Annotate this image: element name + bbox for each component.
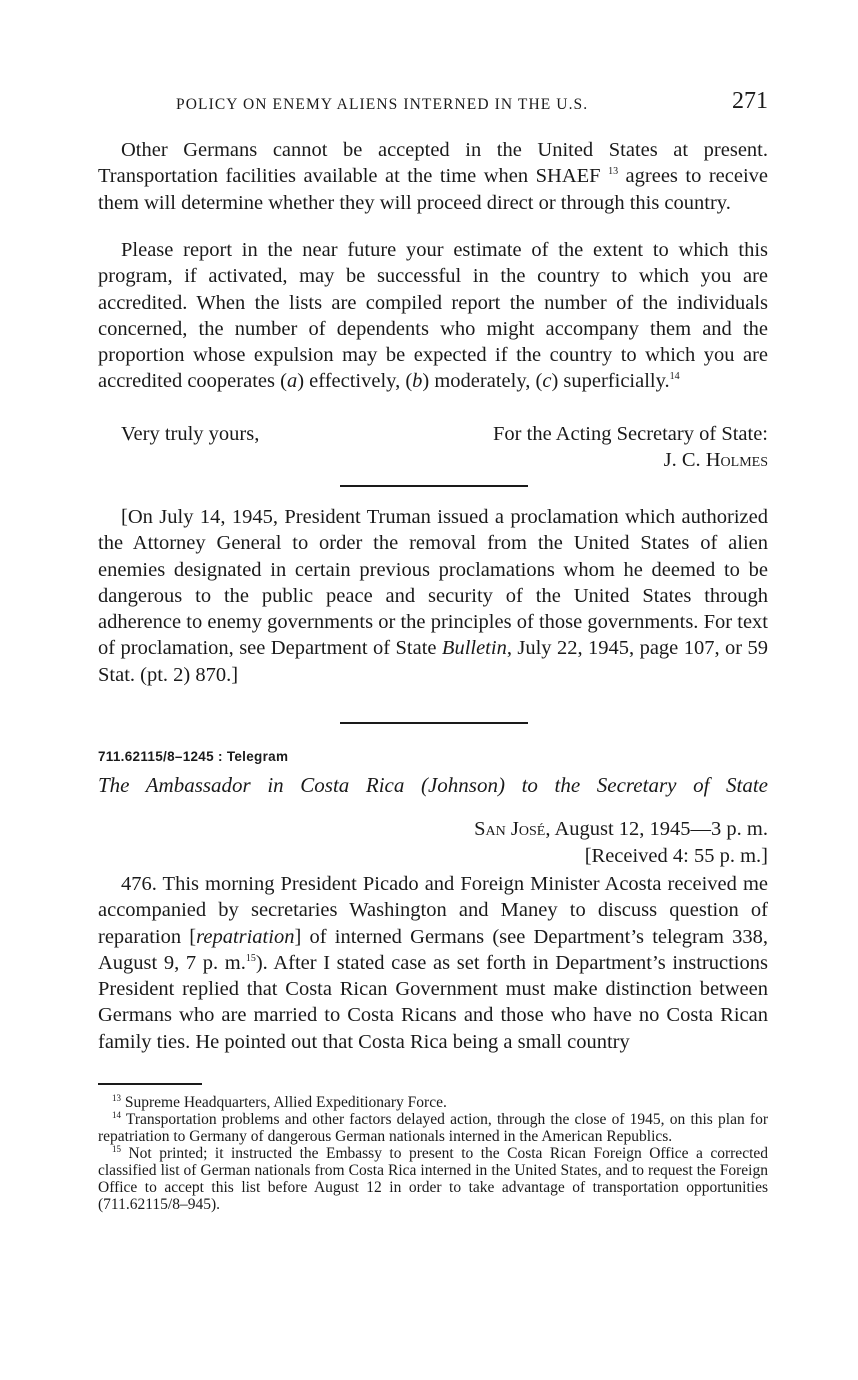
footnote-ref-13: 13 <box>608 166 619 178</box>
footnote-text: Supreme Headquarters, Allied Expeditionary Force. <box>124 1094 447 1111</box>
editorial-note <box>98 504 768 688</box>
option-letter: a <box>286 370 298 393</box>
footnote-divider <box>98 1083 202 1085</box>
received-line: [Received 4: 55 p. m.] <box>584 844 768 867</box>
section-divider <box>340 722 528 724</box>
paragraph-text: , July 22, 1945, page 107, or 59 Stat. (pt. 2) 870.] <box>98 637 768 686</box>
footnote-text: Not printed; it instructed the Embassy to present to the Costa Rican Foreign Office a corrected classified list of German nationals from Costa Rica interned in the United States, and to request the Foreign Office to accept this list before August 12 in order to take advantage of transportation opportunities (711.62115/8–945). <box>98 1145 769 1213</box>
paragraph-text: agrees to receive them will determine whether they will proceed direct or through this country. <box>98 165 768 214</box>
footnote-ref-14: 14 <box>669 371 680 383</box>
footnote-number: 15 <box>112 1143 121 1154</box>
paragraph-text: [On July 14, 1945, President Truman issued a proclamation which authorized the Attorney General to order the removal from the United States of alien enemies designated in certain previous proclamations whom he deemed to be dangerous to the public peace and security of the United States through adherence to enemy governments or the principles of those governments. For text of proclamation, see Department of State <box>98 506 768 660</box>
paragraph-text: ) superficially. <box>551 370 670 393</box>
footnotes <box>98 1094 768 1213</box>
date: , August 12, 1945—3 p. m. <box>545 818 768 840</box>
paragraph-text: ] of interned Germans (see Department’s telegram 338, August 9, 7 p. m. <box>98 925 768 974</box>
paragraph-text: ) effectively, ( <box>297 370 413 393</box>
title-part: ) to the Secretary of State <box>497 773 768 797</box>
paragraph-text: Please report in the near future your estimate of the extent to which this program, if activated, may be successful in the country to which you are accredited. When the lists are compiled report the number of the individuals concerned, the number of dependents who might accompany them and the proportion whose expulsion may be expected if the country to which you are accredited cooperates ( <box>98 239 768 393</box>
footnote-text: Transportation problems and other factors delayed action, through the close of 1945, on this plan for repatriation to Germany of dangerous German nationals interned in the American Republics. <box>98 1111 768 1145</box>
salutation: Very truly yours, <box>121 423 260 445</box>
footnote <box>98 1111 768 1145</box>
title-part: Johnson <box>427 773 498 797</box>
for-line: For the Acting Secretary of State: <box>493 423 768 445</box>
telegram-body <box>98 871 768 1055</box>
footnote <box>98 1145 768 1213</box>
page-number: 271 <box>732 88 768 114</box>
paragraph-text: ). After I stated case as set forth in Department’s instructions President replied that Costa Rican Government must make distinction between Germans who are married to Costa Ricans and those who have no Costa Rican family ties. He pointed out that Costa Rica being a small country <box>98 951 768 1053</box>
paragraph-text: 476. This morning President Picado and Foreign Minister Acosta received me accompanied by secretaries Washington and Maney to discuss question of reparation [ <box>98 873 768 948</box>
place: San José <box>474 818 546 840</box>
file-reference: 711.62115/8–1245 : Telegram <box>98 749 289 764</box>
paragraph-text: Other Germans cannot be accepted in the United States at present. Transportation facilities available at the time when SHAEF <box>98 139 768 188</box>
paragraph-text: ) moderately, ( <box>422 370 543 393</box>
running-head-title: POLICY ON ENEMY ALIENS INTERNED IN THE U.S. <box>176 96 589 113</box>
footnote-number: 13 <box>112 1092 121 1103</box>
option-letter: b <box>412 370 423 393</box>
title-part: The Ambassador in Costa Rica ( <box>98 773 428 797</box>
date-line <box>474 816 768 843</box>
paragraph-report <box>98 237 768 395</box>
signature: J. C. Holmes <box>663 449 768 471</box>
footnote <box>98 1094 768 1111</box>
paragraph-shaef <box>98 137 768 216</box>
running-head <box>176 88 768 124</box>
correction: repatriation <box>196 925 295 948</box>
dateline <box>474 816 768 869</box>
document-title <box>98 773 768 798</box>
option-letter: c <box>542 370 552 393</box>
section-divider <box>340 485 528 487</box>
footnote-ref-15: 15 <box>245 953 256 965</box>
bulletin-title: Bulletin <box>441 637 507 660</box>
footnote-number: 14 <box>112 1109 121 1120</box>
